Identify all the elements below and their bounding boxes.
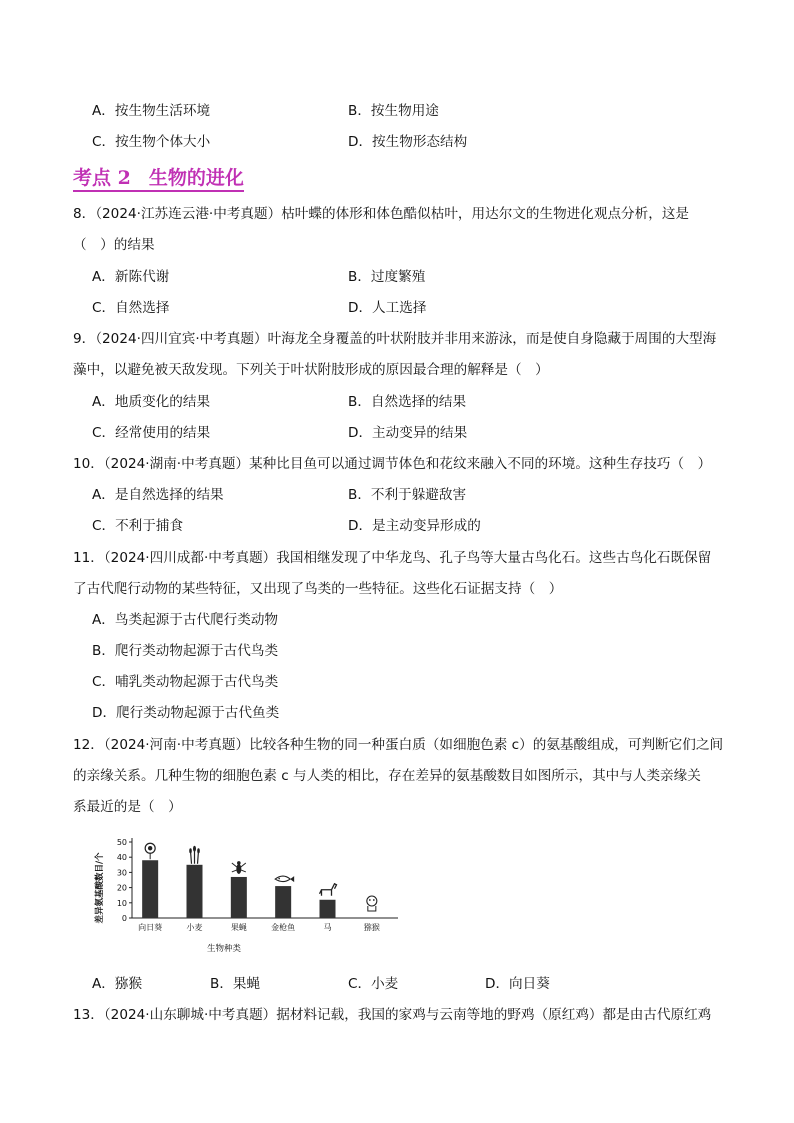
option-a: A．按生物生活环境 [92,103,211,119]
q10-option-c: C．不利于捕食 [92,518,184,534]
wheat-ear [197,848,200,853]
question-9-line-2: 藻中，以避免被天敌发现。下列关于叶状附肢形成的原因最合理的解释是（ ） [73,362,549,378]
y-axis-ticks [117,838,132,923]
y-axis-title: 差异氨基酸数目/个 [95,852,105,924]
fish-tail [290,876,294,882]
x-axis-title: 生物种类 [206,944,242,954]
x-tick-label: 猕猴 [363,923,380,932]
q10-option-a: A．是自然选择的结果 [92,487,224,503]
y-tick-label: 30 [116,868,127,878]
q12-option-c: C．小麦 [348,976,399,992]
horse-outline [320,884,337,896]
q11-option-d: D．爬行类动物起源于古代鱼类 [92,705,280,721]
question-9-line-1: 9．（2024·四川宜宾·中考真题）叶海龙全身覆盖的叶状附肢并非用来游泳，而是使自身隐藏于周围的大型海 [73,331,717,347]
sunflower-center [148,846,152,850]
monkey-eye [369,899,371,901]
option-b: B．按生物用途 [348,103,439,119]
x-tick-label: 马 [323,923,332,932]
y-tick-label: 10 [116,898,127,908]
fruitfly-icon [232,861,246,874]
q12-option-a: A．猕猴 [92,976,143,992]
sunflower-icon [145,843,155,859]
wheat-icon [189,846,200,864]
q9-option-d: D．主动变异的结果 [348,425,468,441]
monkey-icon [367,896,377,911]
y-tick-label: 50 [116,838,127,847]
option-c: C．按生物个体大小 [92,134,211,150]
fly-head [237,861,241,865]
organism-icons [145,843,377,911]
bar [187,865,203,918]
monkey-head [367,896,377,906]
chart-axes [132,838,398,918]
question-8-line-2: （ ）的结果 [73,237,155,253]
wheat-ear [189,848,192,853]
section-number: 考点 2 [73,167,131,189]
question-10-line-1: 10．（2024·湖南·中考真题）某种比目鱼可以通过调节体色和花纹来融入不同的环境。这种生存技巧（ ） [73,456,712,472]
q9-option-c: C．经常使用的结果 [92,425,211,441]
q10-option-b: B．不利于躲避敌害 [348,487,467,503]
fish-body [275,876,290,882]
question-12-line-3: 系最近的是（ ） [73,799,182,815]
x-tick-label: 小麦 [186,923,203,932]
bar [231,877,247,918]
q12-option-d: D．向日葵 [485,976,550,992]
horse-icon [320,884,337,896]
y-tick-label: 0 [121,914,127,923]
tuna-icon [275,876,294,882]
option-d: D．按生物形态结构 [348,134,468,150]
monkey-body [368,906,376,911]
y-tick-label: 20 [116,883,127,893]
q11-option-c: C．哺乳类动物起源于古代鸟类 [92,674,279,690]
q11-option-a: A．鸟类起源于古代爬行类动物 [92,612,279,628]
wheat-ear [193,846,196,852]
fly-body [236,864,241,874]
q9-option-b: B．自然选择的结果 [348,394,467,410]
q8-option-a: A．新陈代谢 [92,269,170,285]
fish-eye [278,878,280,880]
x-tick-label: 果蝇 [230,923,247,932]
amino-acid-difference-chart [90,828,410,958]
q11-option-b: B．爬行类动物起源于古代鸟类 [92,643,279,659]
question-11-line-1: 11．（2024·四川成都·中考真题）我国相继发现了中华龙鸟、孔子鸟等大量古鸟化石。这些古鸟化石既保留 [73,550,712,566]
question-12-line-2: 的亲缘关系。几种生物的细胞色素 c 与人类的相比，存在差异的氨基酸数目如图所示，其中与人类亲缘关 [73,768,701,784]
bar [320,900,336,918]
question-8-line-1: 8．（2024·江苏连云港·中考真题）枯叶蝶的体形和体色酷似枯叶，用达尔文的生物进化观点分析，这是 [73,206,690,222]
question-12-line-1: 12．（2024·河南·中考真题）比较各种生物的同一种蛋白质（如细胞色素 c）的氨基酸组成，可判断它们之间 [73,737,724,753]
x-tick-label: 向日葵 [138,923,163,932]
monkey-eye [373,899,375,901]
section-heading [73,166,244,192]
x-tick-label: 金枪鱼 [271,923,296,932]
q8-option-b: B．过度繁殖 [348,269,426,285]
bar [275,886,291,918]
q10-option-d: D．是主动变异形成的 [348,518,481,534]
section-title: 生物的进化 [148,167,244,189]
q9-option-a: A．地质变化的结果 [92,394,211,410]
bar [142,860,158,918]
q12-option-b: B．果蝇 [210,976,261,992]
question-13-line-1: 13．（2024·山东聊城·中考真题）据材料记载，我国的家鸡与云南等地的野鸡（原红鸡）都是由古代原红鸡 [73,1007,712,1023]
q8-option-c: C．自然选择 [92,300,170,316]
y-tick-label: 40 [116,853,127,863]
q8-option-d: D．人工选择 [348,300,427,316]
x-axis-labels [138,922,380,932]
question-11-line-2: 了古代爬行动物的某些特征，又出现了鸟类的一些特征。这些化石证据支持（ ） [73,581,563,597]
